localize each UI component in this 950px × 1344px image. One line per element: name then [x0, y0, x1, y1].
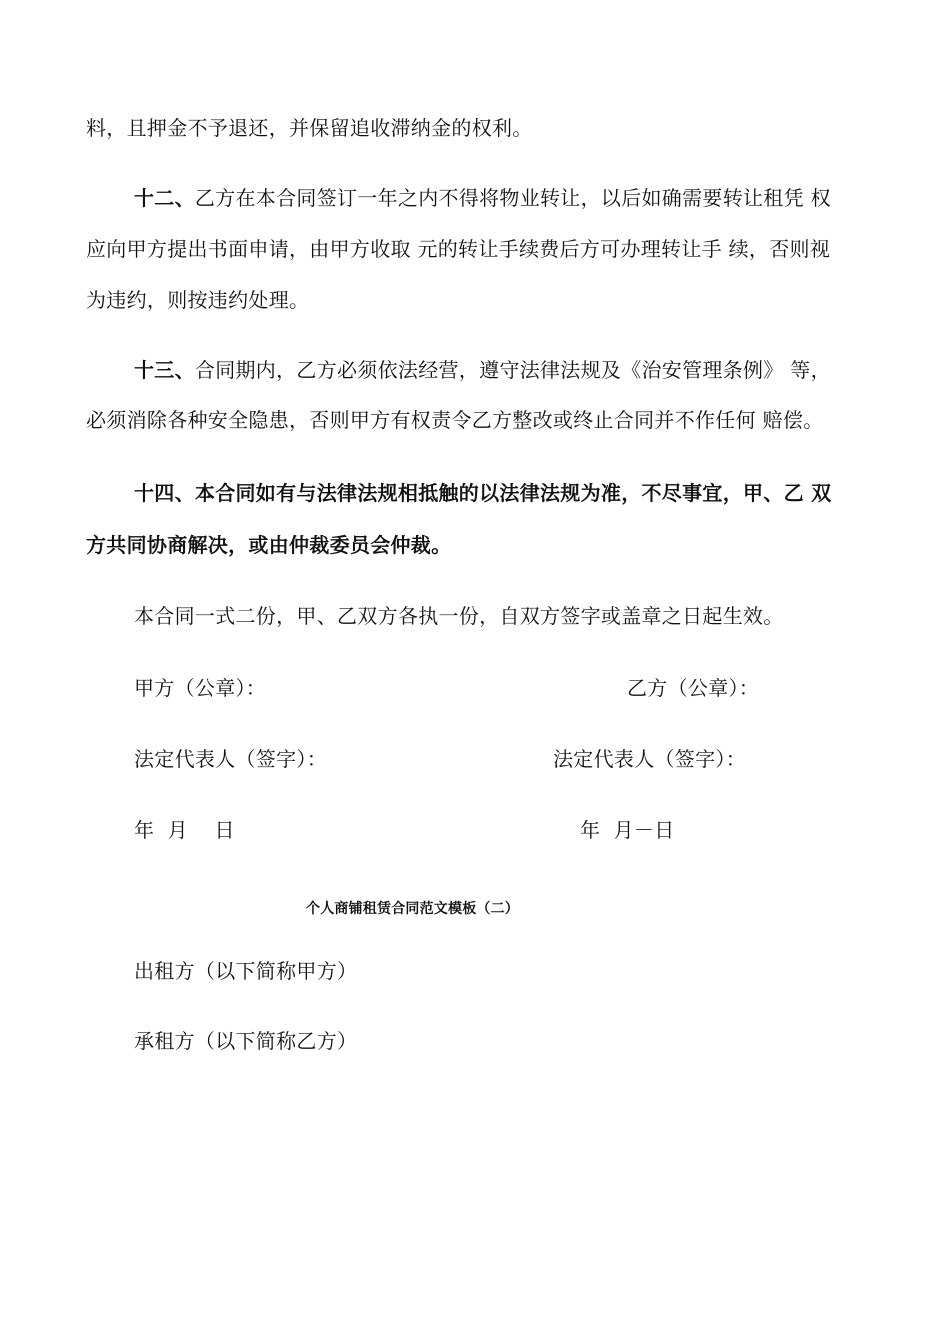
clause-14-line-1: 十四、本合同如有与法律法规相抵触的以法律法规为准，不尽事宜，甲、乙 双 — [134, 481, 832, 505]
party-a-seal: 甲方（公章）： — [134, 676, 267, 700]
clause-13-text-1: 合同期内，乙方必须依法经营，遵守法律法规及《治安管理条例》 等， — [194, 358, 831, 382]
lessee-line: 承租方（以下简称乙方） — [134, 1029, 358, 1053]
party-b-representative: 法定代表人（签字）： — [553, 747, 746, 771]
clause-12-line-2: 应向甲方提出书面申请，由甲方收取 元的转让手续费后方可办理转让手 续，否则视 — [86, 237, 831, 261]
party-a-date: 年 月 日 — [134, 818, 235, 842]
effect-line: 本合同一式二份，甲、乙双方各执一份，自双方签字或盖章之日起生效。 — [134, 604, 784, 628]
party-b-date: 年 月－日 — [580, 818, 675, 842]
clause-12-line-1 — [86, 184, 876, 212]
clause-13-line-2: 必须消除各种安全隐患，否则甲方有权责令乙方整改或终止合同并不作任何 赔偿。 — [86, 408, 824, 432]
party-b-seal: 乙方（公章）： — [627, 676, 760, 700]
party-a-representative: 法定代表人（签字）： — [134, 747, 327, 771]
clause-13-label: 十三、 — [134, 358, 195, 382]
template-title: 个人商铺租赁合同范文模板（二） — [306, 901, 519, 917]
clause-13-line-1 — [86, 356, 876, 384]
intro-line: 料，且押金不予退还，并保留追收滞纳金的权利。 — [86, 116, 533, 140]
clause-14-line-2: 方共同协商解决，或由仲裁委员会仲裁。 — [86, 533, 452, 557]
clause-12-label: 十二、 — [134, 186, 195, 210]
clause-12-text-1: 乙方在本合同签订一年之内不得将物业转让，以后如确需要转让租凭 权 — [194, 186, 831, 210]
clause-12-line-3: 为违约，则按违约处理。 — [86, 288, 310, 312]
lessor-line: 出租方（以下简称甲方） — [134, 959, 358, 983]
